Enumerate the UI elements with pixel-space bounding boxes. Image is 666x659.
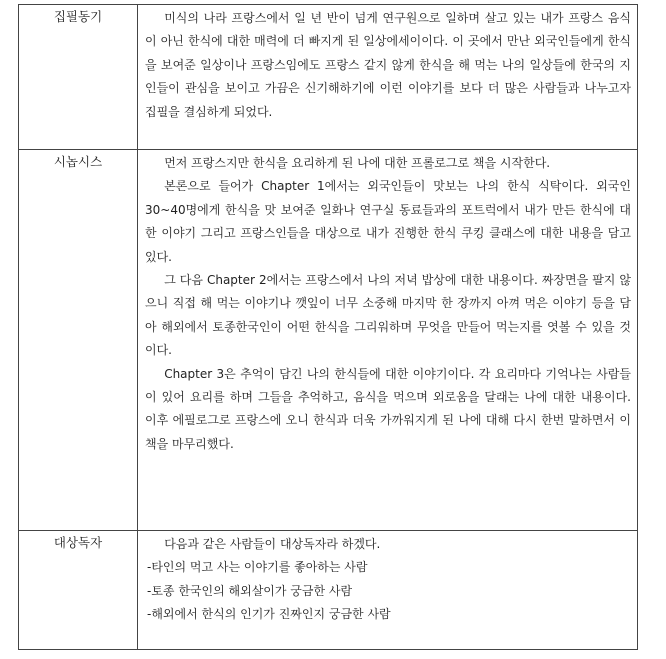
synopsis-paragraph-prologue: 먼저 프랑스지만 한식을 요리하게 된 나에 대한 프롤로그로 책을 시작한다.: [164, 156, 551, 170]
synopsis-row: [19, 150, 638, 531]
audience-label: 대상독자: [19, 531, 138, 650]
audience-item: -해외에서 한식의 인기가 진짜인지 궁금한 사람: [147, 607, 391, 622]
audience-item: -토종 한국인의 해외살이가 궁금한 사람: [147, 583, 353, 598]
audience-intro: 다음과 같은 사람들이 대상독자라 하겠다.: [164, 537, 381, 551]
audience-row: [19, 531, 638, 650]
motivation-paragraph: 미식의 나라 프랑스에서 일 년 반이 넘게 연구원으로 일하며 살고 있는 내가 프랑스 음식이 아닌 한식에 대한 매력에 더 빠지게 된 일상에세이이다. 이 곳에서 만난 외국인들에게 한식을 보여준 일상이나 프랑스임에도 프랑스 같지 않게 한식을 해 먹는 나의 일상들에 한국의 지인들이 관심을 보이고 가끔은 신기해하기에 이런 이야기를 보다 더 많은 사람들과 나누고자 집필을 결심하게 되었다.: [145, 11, 631, 119]
motivation-label: 집필동기: [19, 5, 138, 150]
synopsis-label: 시놉시스: [19, 150, 138, 531]
synopsis-paragraph-chapter1: 본론으로 들어가 Chapter 1에서는 외국인들이 맛보는 나의 한식 식탁이다. 외국인 30~40명에게 한식을 맛 보여준 일화나 연구실 동료들과의 포트럭에서 내가 만든 한식에 대한 이야기 그리고 프랑스인들을 대상으로 내가 진행한 한식 쿠킹 클래스에 대한 내용을 담고 있다.: [145, 179, 631, 264]
motivation-content: [138, 5, 638, 150]
synopsis-paragraph-chapter3: Chapter 3은 추억이 담긴 나의 한식들에 대한 이야기이다. 각 요리마다 기억나는 사람들이 있어 요리를 하며 그들을 추억하고, 음식을 먹으며 외로움을 달래는 나에 대한 내용이다. 이후 에필로그로 프랑스에 오니 한식과 더욱 가까워지게 된 나에 대해 다시 한번 말하면서 이 책을 마무리했다.: [145, 366, 631, 451]
motivation-row: [19, 5, 638, 150]
synopsis-paragraph-chapter2: 그 다음 Chapter 2에서는 프랑스에서 나의 저녁 밥상에 대한 내용이다. 짜장면을 팔지 않으니 직접 해 먹는 이야기나 깻잎이 너무 소중해 마지막 한 장까지 아껴 먹은 이야기 등을 담아 해외에서 토종한국인이 어떤 한식을 그리워하며 무엇을 만들어 먹는지를 엿볼 수 있을 것이다.: [145, 273, 631, 358]
audience-content: [138, 531, 638, 650]
synopsis-table: [18, 4, 638, 650]
synopsis-content: [138, 150, 638, 531]
audience-item: -타인의 먹고 사는 이야기를 좋아하는 사람: [147, 560, 368, 575]
